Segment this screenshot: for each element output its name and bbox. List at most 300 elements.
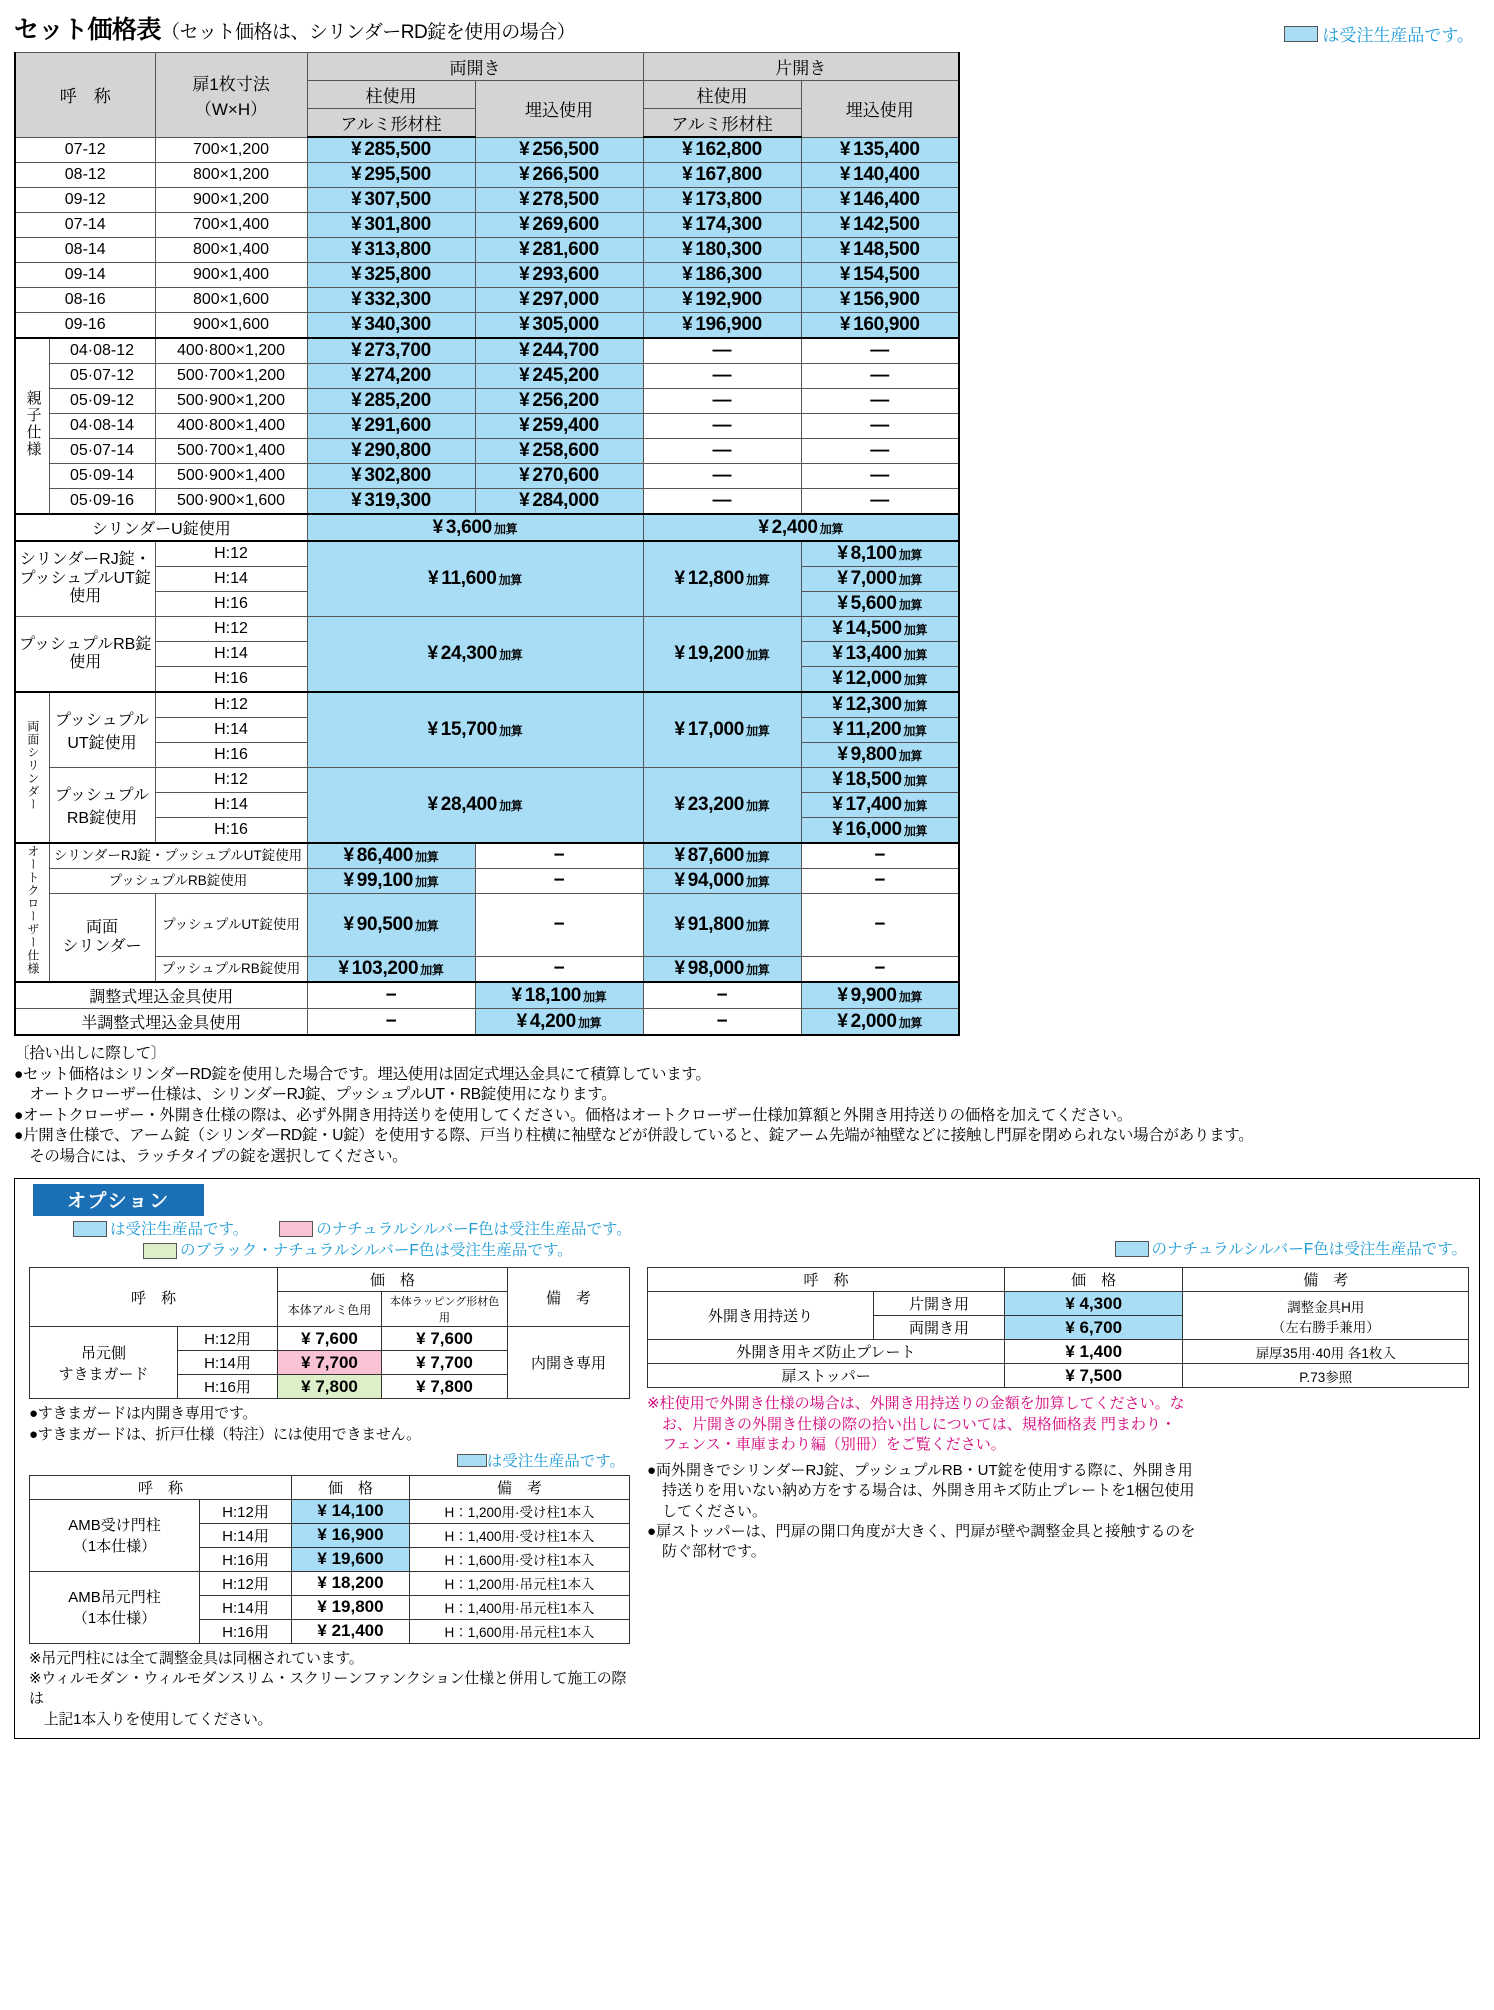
price-value: ¥ 99,100 加算 [343,870,439,891]
dash-mark: − [385,984,397,1006]
dash-mark: — [870,415,890,436]
outward-note-black: 持送りを用いない納め方をする場合は、外開き用キズ防止プレートを1梱包使用 [647,1482,1195,1500]
post-header-remark: 備 考 [410,1475,630,1499]
dash-mark: − [553,914,565,935]
cell-single-embedded [801,163,959,188]
cell-dc-single-embedded [801,818,959,844]
cylinder-u-label: シリンダーU錠使用 [15,514,307,541]
cell-double-embedded [475,163,643,188]
table-row [15,213,959,238]
color-swatch-green-icon [143,1243,177,1259]
cell-br-double-embedded [475,1009,643,1036]
option-legend-blue [73,1219,632,1240]
row-door-size: 500·700×1,200 [155,364,307,389]
price-value: ¥ 340,300 [351,314,431,335]
gap-guard-table [29,1267,630,1399]
price-suffix: 加算 [420,963,444,977]
outward-header-name: 呼 称 [648,1268,1005,1292]
bracket-row-label: 調整式埋込金具使用 [15,982,307,1009]
cell-lock-double [307,617,643,693]
price-value: ¥ 162,800 [682,139,762,160]
gap-guard-header-alu: 本体アルミ色用 [278,1292,382,1327]
gap-guard-note: ●すきまガードは、折戸仕様（特注）には使用できません。 [29,1425,421,1443]
cell-dc-double [307,692,643,768]
price-value: ¥ 174,300 [682,214,762,235]
outward-note-black: ●両外開きでシリンダーRJ錠、プッシュプルRB・UT錠を使用する際に、外開き用 [647,1462,1193,1480]
dash-mark: — [870,440,890,461]
cell-cylinder-u-single [643,514,959,541]
row-door-size: 900×1,400 [155,263,307,288]
cell-lock-single-embedded [801,617,959,642]
dash-mark: − [553,958,565,979]
gap-guard-header-price: 価 格 [278,1268,508,1292]
gap-guard-header-wrap: 本体ラッピング形材色用 [382,1292,508,1327]
post-price: ¥ 14,100 [292,1499,410,1523]
price-suffix: 加算 [746,875,770,889]
post-remark: H：1,400用·受け柱1本入 [410,1523,630,1547]
autocloser-group-label: オートクローザー仕様 [15,843,49,982]
cell-double-embedded [475,439,643,464]
cell-ac-single-embedded [801,869,959,894]
outward-price: ¥ 6,700 [1004,1316,1182,1340]
cell-double-post [307,489,475,515]
price-value: ¥ 319,300 [351,490,431,511]
row-name: 05·09-16 [49,489,155,515]
note-item: ●片開き仕様で、アーム錠（シリンダーRD錠・U錠）を使用する際、戸当り柱横に袖壁などが併設していると、錠アーム先端が袖壁などに接触し門扉を閉められない場合があります。 [14,1127,1254,1145]
price-suffix: 加算 [746,573,770,587]
price-suffix: 加算 [746,919,770,933]
outward-row [648,1364,1469,1388]
cell-cylinder-u-double [307,514,643,541]
row-name: 08-16 [15,288,155,313]
row-name: 05·07-12 [49,364,155,389]
cell-ac-double-embedded [475,869,643,894]
price-value: ¥ 4,200 加算 [516,1010,602,1032]
lock-group-label: プッシュプルRB錠使用 [15,617,155,693]
post-height: H:14用 [200,1595,292,1619]
dash-mark: − [874,958,886,979]
dash-mark: — [870,490,890,511]
price-value: ¥ 14,500 加算 [832,618,928,639]
table-row-autocloser [15,843,959,869]
cell-lock-single-post [643,617,801,693]
color-swatch-blue-icon [1284,26,1318,42]
price-suffix: 加算 [898,548,923,562]
cell-single-post [643,338,801,364]
gap-guard-price-alu: ¥ 7,800 [278,1375,382,1399]
outward-row [648,1340,1469,1364]
dash-mark: − [874,914,886,935]
post-price: ¥ 19,800 [292,1595,410,1619]
cell-acdc-single-embedded [801,894,959,957]
option-legend-pink-text: のナチュラルシルバーF色は受注生産品です。 [316,1220,632,1238]
col-header-double-post: 柱使用 [307,81,475,109]
cell-single-embedded [801,313,959,339]
row-door-size: 500·700×1,400 [155,439,307,464]
cell-lock-double [307,541,643,617]
price-value: ¥ 11,600 加算 [428,568,522,589]
table-row-double-cylinder [15,768,959,793]
cell-dc-single-post [643,768,801,844]
cell-double-embedded [475,213,643,238]
cell-acdc-double-embedded [475,957,643,983]
outward-remark: 扉厚35用·40用 各1枚入 [1183,1340,1469,1364]
post-header-name: 呼 称 [30,1475,292,1499]
main-price-table [14,52,960,1036]
outward-note-pink: お、片開きの外開き仕様の際の拾い出しについては、規格価格表 門まわり・ [647,1415,1176,1433]
price-value: ¥ 244,700 [519,340,599,361]
post-height: H:16用 [200,1547,292,1571]
price-value: ¥ 9,900 加算 [837,984,923,1006]
price-value: ¥ 12,300 加算 [832,694,928,715]
price-value: ¥ 148,500 [839,239,920,260]
price-value: ¥ 2,000 加算 [837,1010,923,1032]
cell-acdc-double-post [307,957,475,983]
row-door-size: 500·900×1,600 [155,489,307,515]
cell-ac-single-post [643,869,801,894]
col-header-double-open: 両開き [307,53,643,81]
row-door-size: 800×1,600 [155,288,307,313]
outward-row [648,1292,1469,1316]
row-name: 08-14 [15,238,155,263]
gap-guard-price-alu: ¥ 7,700 [278,1351,382,1375]
post-remark: H：1,600用·受け柱1本入 [410,1547,630,1571]
cell-dc-single-embedded [801,692,959,718]
dc-lock-label: プッシュプルUT錠使用 [49,692,155,768]
price-suffix: 加算 [493,521,518,536]
cell-single-embedded [801,288,959,313]
gap-guard-height: H:12用 [178,1327,278,1351]
cell-ac-single-post [643,843,801,869]
price-suffix: 加算 [746,799,770,813]
outward-note-black: してください。 [647,1502,768,1520]
cell-lock-single-embedded [801,667,959,693]
cell-single-post [643,163,801,188]
row-door-size: 900×1,200 [155,188,307,213]
price-value: ¥ 16,000 加算 [832,819,928,840]
dc-height-label: H:12 [155,692,307,718]
price-value: ¥ 160,900 [839,314,920,335]
price-value: ¥ 274,200 [351,365,431,386]
table-row [15,288,959,313]
cell-lock-single-embedded [801,541,959,567]
price-value: ¥ 2,400 加算 [758,516,844,538]
cell-double-embedded [475,188,643,213]
price-value: ¥ 278,500 [519,189,599,210]
price-suffix: 加算 [903,673,928,687]
cell-double-post [307,313,475,339]
cell-single-embedded [801,137,959,163]
price-value: ¥ 12,000 加算 [832,668,928,689]
lock-height-label: H:16 [155,667,307,693]
price-value: ¥ 269,600 [519,214,599,235]
post-height: H:12用 [200,1499,292,1523]
color-swatch-pink-icon [279,1221,313,1237]
outward-price: ¥ 4,300 [1004,1292,1182,1316]
outward-remark: P.73参照 [1183,1364,1469,1388]
cell-dc-single-embedded [801,718,959,743]
outward-sub: 両開き用 [874,1316,1005,1340]
table-row [15,313,959,339]
row-door-size: 800×1,400 [155,238,307,263]
price-suffix: 加算 [415,919,439,933]
gap-guard-remark: 内開き専用 [508,1327,630,1399]
option-legend-green [73,1240,632,1261]
price-suffix: 加算 [499,799,523,813]
table-row-cylinder-u [15,514,959,541]
post-price: ¥ 16,900 [292,1523,410,1547]
row-name: 09-14 [15,263,155,288]
price-value: ¥ 17,000 加算 [674,719,770,740]
post-remark: H：1,200用·受け柱1本入 [410,1499,630,1523]
option-legend-green-text: のブラック・ナチュラルシルバーF色は受注生産品です。 [180,1242,573,1260]
price-value: ¥ 91,800 加算 [674,914,770,935]
post-row [30,1571,630,1595]
price-suffix: 加算 [498,573,522,587]
price-value: ¥ 8,100 加算 [837,543,923,564]
price-suffix: 加算 [898,598,923,612]
row-name: 09-12 [15,188,155,213]
cell-double-embedded [475,263,643,288]
lock-height-label: H:12 [155,617,307,642]
option-left-legend2 [29,1449,629,1471]
price-value: ¥ 3,600 加算 [432,516,518,538]
legend-made-to-order [1284,21,1480,46]
oyako-group-label: 親子仕様 [15,338,49,514]
row-name: 04·08-12 [49,338,155,364]
price-suffix: 加算 [903,824,928,838]
dash-mark: − [385,1010,397,1032]
price-value: ¥ 167,800 [682,164,762,185]
price-value: ¥ 285,500 [351,139,431,160]
cell-double-post [307,338,475,364]
price-suffix: 加算 [583,989,607,1004]
price-value: ¥ 266,500 [519,164,599,185]
ac-double-cylinder-label: 両面 シリンダー [49,894,155,983]
note-item: その場合には、ラッチタイプの錠を選択してください。 [14,1148,408,1166]
post-note: ※ウィルモダン・ウィルモダンスリム・スクリーンファンクション仕様と併用して施工の際は [29,1670,627,1708]
cell-single-post [643,263,801,288]
dash-mark: — [712,440,732,461]
cell-dc-single-post [643,692,801,768]
lock-height-label: H:16 [155,592,307,617]
table-row [15,338,959,364]
price-value: ¥ 325,800 [351,264,431,285]
price-value: ¥ 307,500 [351,189,431,210]
row-name: 05·07-14 [49,439,155,464]
table-row [15,188,959,213]
row-door-size: 500·900×1,400 [155,464,307,489]
post-note: 上記1本入りを使用してください。 [29,1710,273,1728]
cell-double-post [307,238,475,263]
cell-single-post [643,213,801,238]
price-suffix: 加算 [903,699,928,713]
dc-lock-label: プッシュプルRB錠使用 [49,768,155,844]
lock-group-label: シリンダーRJ錠・ プッシュプルUT錠使用 [15,541,155,617]
price-value: ¥ 180,300 [682,239,762,260]
dash-mark: − [716,984,728,1006]
autocloser-row-label: プッシュプルRB錠使用 [49,869,307,894]
price-value: ¥ 302,800 [351,465,431,486]
price-value: ¥ 13,400 加算 [832,643,928,664]
cell-double-post [307,389,475,414]
cell-lock-single-post [643,541,801,617]
cell-single-embedded [801,338,959,364]
gap-guard-height: H:16用 [178,1375,278,1399]
gap-guard-price-wrap: ¥ 7,800 [382,1375,508,1399]
price-value: ¥ 94,000 加算 [674,870,770,891]
cell-single-post [643,414,801,439]
color-swatch-blue-icon [1115,1241,1149,1257]
cell-double-post [307,414,475,439]
outward-remark: 調整金具H用 （左右勝手兼用） [1183,1292,1469,1340]
price-suffix: 加算 [898,1015,923,1030]
post-height: H:12用 [200,1571,292,1595]
autocloser-row-label: シリンダーRJ錠・プッシュプルUT錠使用 [49,843,307,869]
outward-note-pink: フェンス・車庫まわり編（別冊）をご覧ください。 [647,1435,1006,1453]
col-header-double-alu-post: アルミ形材柱 [307,109,475,138]
table-row [15,263,959,288]
price-value: ¥ 259,400 [519,415,599,436]
cell-acdc-double-embedded [475,894,643,957]
price-value: ¥ 290,800 [351,440,431,461]
cell-double-embedded [475,389,643,414]
price-value: ¥ 12,800 加算 [674,568,770,589]
cell-ac-double-post [307,869,475,894]
cell-double-embedded [475,489,643,515]
cell-single-post [643,439,801,464]
outward-header-price: 価 格 [1004,1268,1182,1292]
table-row [15,489,959,515]
post-height: H:14用 [200,1523,292,1547]
dash-mark: − [874,845,886,866]
cell-br-double-post [307,982,475,1009]
price-value: ¥ 291,600 [351,415,431,436]
gap-guard-group-label: 吊元側 すきまガード [30,1327,178,1399]
price-suffix: 加算 [819,521,844,536]
cell-double-post [307,137,475,163]
cell-acdc-double-post [307,894,475,957]
page-title-sub: （セット価格は、シリンダーRD錠を使用の場合） [161,22,576,43]
price-value: ¥ 192,900 [682,289,762,310]
outward-note-black: 防ぐ部材です。 [647,1543,766,1561]
price-value: ¥ 17,400 加算 [832,794,928,815]
table-row-lock [15,541,959,567]
price-value: ¥ 140,400 [839,164,920,185]
cell-acdc-single-embedded [801,957,959,983]
table-row-autocloser-dc [15,957,959,983]
row-door-size: 400·800×1,400 [155,414,307,439]
price-value: ¥ 135,400 [839,138,920,160]
cell-single-post [643,188,801,213]
price-value: ¥ 173,800 [682,189,762,210]
cell-single-embedded [801,464,959,489]
dash-mark: — [712,415,732,436]
price-value: ¥ 293,600 [519,264,599,285]
price-suffix: 加算 [898,989,923,1004]
cell-single-post [643,313,801,339]
outward-note-black: ●扉ストッパーは、門扉の開口角度が大きく、門扉が壁や調整金具と接触するのを [647,1522,1196,1540]
price-value: ¥ 332,300 [351,289,431,310]
outward-sub: 片開き用 [874,1292,1005,1316]
pickup-notes [14,1044,1480,1168]
double-cylinder-group-label: 両面シリンダー [15,692,49,843]
cell-single-post [643,288,801,313]
gap-guard-row [30,1327,630,1351]
cell-br-single-post [643,982,801,1009]
gap-guard-header-remark: 備 考 [508,1268,630,1327]
cell-dc-single-embedded [801,743,959,768]
price-value: ¥ 103,200 加算 [338,958,444,979]
post-price-table [29,1475,630,1644]
outward-name: 外開き用キズ防止プレート [648,1340,1005,1364]
cell-ac-double-post [307,843,475,869]
page-title-main: セット価格表 [14,16,162,44]
dash-mark: — [712,490,732,511]
lock-height-label: H:12 [155,541,307,567]
price-value: ¥ 297,000 [519,289,599,310]
price-suffix: 加算 [903,623,928,637]
row-name: 04·08-14 [49,414,155,439]
cell-double-post [307,163,475,188]
row-name: 07-14 [15,213,155,238]
price-suffix: 加算 [903,648,928,662]
price-value: ¥ 295,500 [351,164,431,185]
cell-double-post [307,464,475,489]
gap-guard-price-wrap: ¥ 7,700 [382,1351,508,1375]
cell-double-post [307,188,475,213]
price-suffix: 加算 [415,850,439,864]
post-remark: H：1,200用·吊元柱1本入 [410,1571,630,1595]
price-value: ¥ 305,000 [519,314,599,335]
table-row [15,364,959,389]
table-row-bracket [15,982,959,1009]
cell-ac-single-embedded [801,843,959,869]
dash-mark: — [712,365,732,386]
cell-single-post [643,464,801,489]
cell-double-post [307,263,475,288]
cell-single-post [643,364,801,389]
price-value: ¥ 24,300 加算 [427,643,523,664]
table-row-autocloser [15,869,959,894]
table-row [15,389,959,414]
price-value: ¥ 146,400 [839,189,920,210]
row-name: 09-16 [15,313,155,339]
col-header-door-size: 扉1枚寸法 （W×H） [155,53,307,138]
cell-acdc-single-post [643,894,801,957]
price-value: ¥ 245,200 [519,365,599,386]
cell-single-post [643,137,801,163]
dc-height-label: H:16 [155,818,307,844]
option-right-legend-text: のナチュラルシルバーF色は受注生産品です。 [1151,1240,1467,1258]
cell-single-embedded [801,213,959,238]
table-row [15,439,959,464]
price-value: ¥ 256,200 [519,390,599,411]
cell-double-post [307,439,475,464]
dash-mark: — [712,340,732,361]
color-swatch-blue-icon [73,1221,107,1237]
price-value: ¥ 301,800 [351,214,431,235]
price-value: ¥ 284,000 [519,490,599,511]
dash-mark: — [870,340,890,361]
option-left-legend2-text: は受注生産品です。 [486,1452,625,1470]
price-value: ¥ 196,900 [682,314,762,335]
option-section [14,1178,1480,1739]
note-item: ●オートクローザー・外開き仕様の際は、必ず外開き用持送りを使用してください。価格はオートクローザー仕様加算額と外開き用持送りの価格を加えてください。 [14,1106,1133,1124]
cell-lock-single-embedded [801,642,959,667]
dc-height-label: H:12 [155,768,307,793]
price-value: ¥ 87,600 加算 [674,845,770,866]
